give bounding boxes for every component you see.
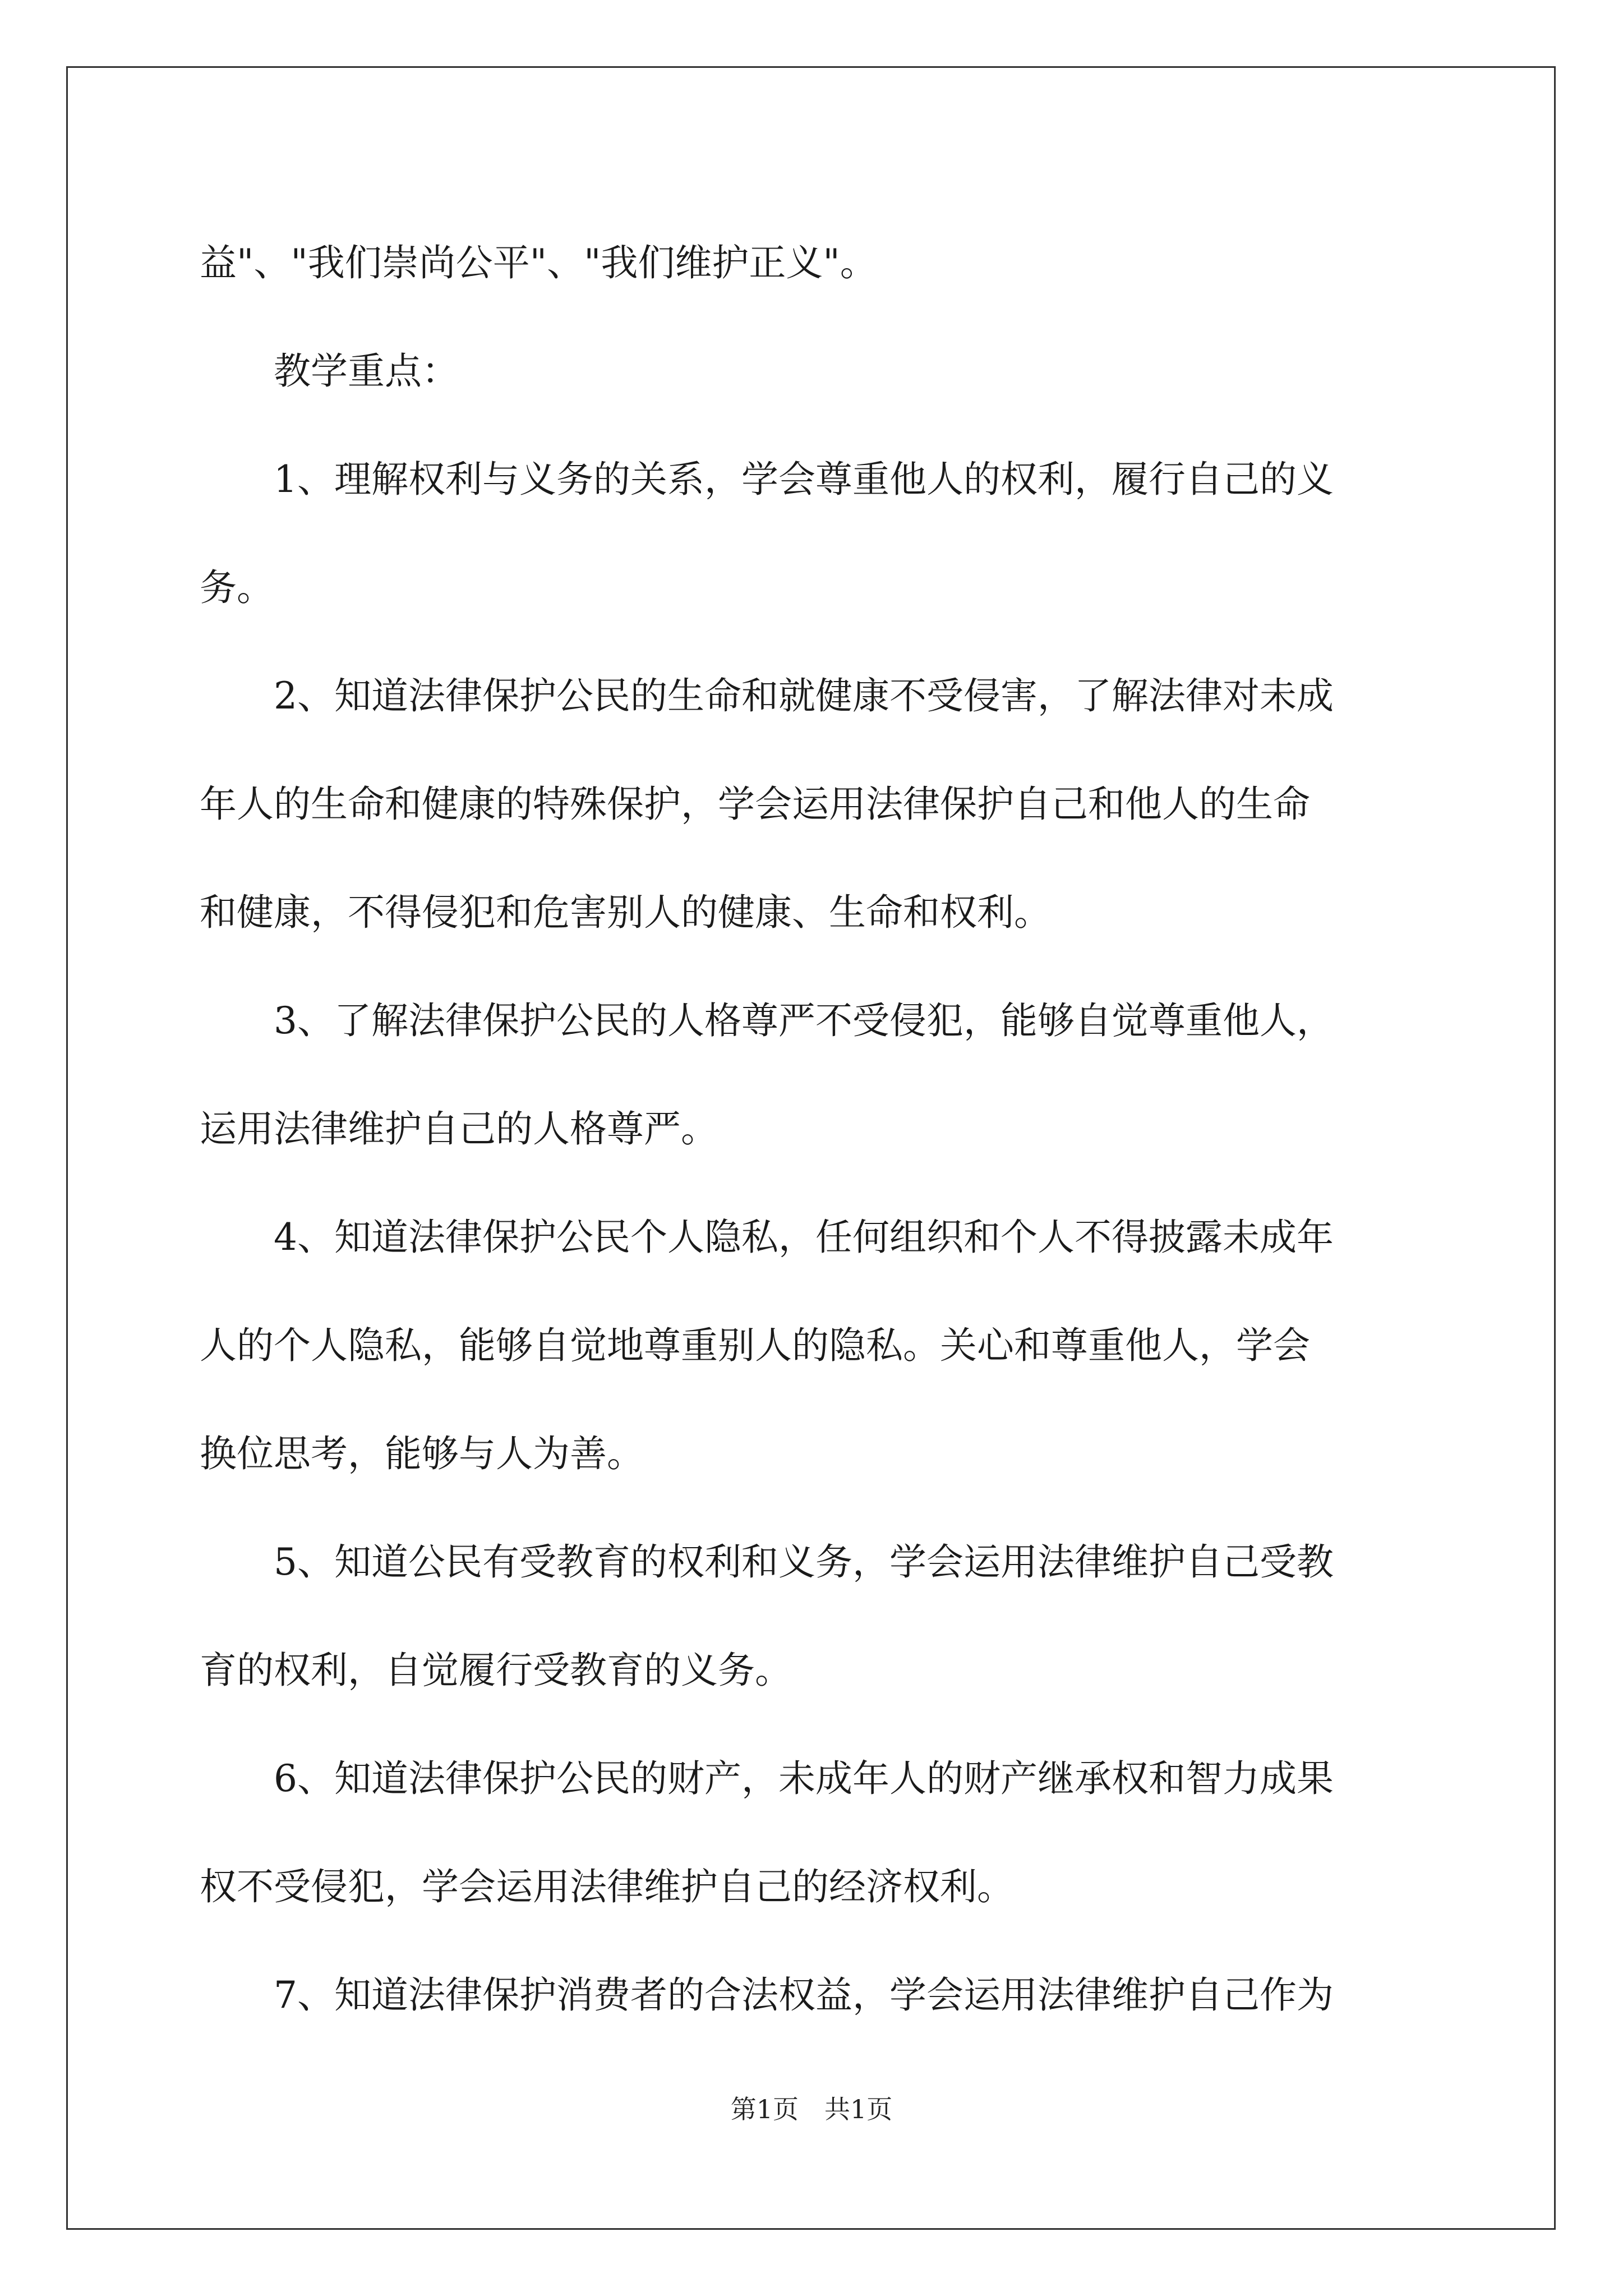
text-line: 和健康，不得侵犯和危害别人的健康、生命和权利。	[200, 891, 1051, 934]
text-line: 年人的生命和健康的特殊保护，学会运用法律保护自己和他人的生命	[200, 783, 1310, 826]
text-line: 6、知道法律保护公民的财产，未成年人的财产继承权和智力成果	[274, 1757, 1334, 1800]
text-line: 人的个人隐私，能够自觉地尊重别人的隐私。关心和尊重他人，学会	[200, 1324, 1310, 1367]
text-line: 2、知道法律保护公民的生命和就健康不受侵害，了解法律对未成	[274, 674, 1334, 717]
text-line: 7、知道法律保护消费者的合法权益，学会运用法律维护自己作为	[274, 1973, 1334, 2017]
text-line: 益"、"我们崇尚公平"、"我们维护正义"。	[200, 241, 877, 284]
text-line: 权不受侵犯，学会运用法律维护自己的经济权利。	[200, 1865, 1014, 1908]
text-line: 3、了解法律保护公民的人格尊严不受侵犯，能够自觉尊重他人，	[274, 999, 1334, 1042]
text-line: 1、理解权利与义务的关系，学会尊重他人的权利，履行自己的义	[274, 458, 1334, 501]
text-line: 换位思考，能够与人为善。	[200, 1432, 644, 1475]
text-line: 运用法律维护自己的人格尊严。	[200, 1107, 718, 1151]
text-line: 育的权利，自觉履行受教育的义务。	[200, 1649, 792, 1692]
text-line: 教学重点：	[274, 349, 459, 393]
text-line: 5、知道公民有受教育的权利和义务，学会运用法律维护自己受教	[274, 1540, 1334, 1584]
text-line: 务。	[200, 566, 274, 609]
text-line: 4、知道法律保护公民个人隐私，任何组织和个人不得披露未成年	[274, 1216, 1334, 1259]
page-footer: 第1页 共1页	[730, 2094, 893, 2124]
document-body	[200, 209, 1422, 2049]
